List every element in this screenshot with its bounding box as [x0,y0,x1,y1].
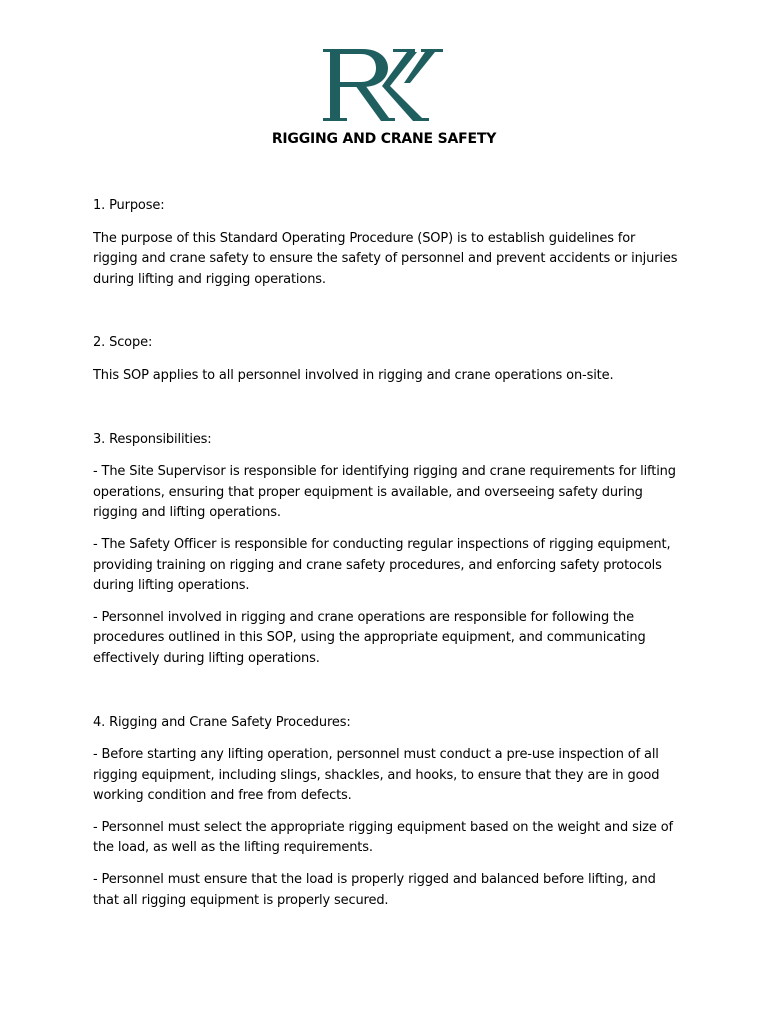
section-heading-scope: 2. Scope: [93,335,153,351]
section-heading-purpose: 1. Purpose: [93,198,165,213]
section-heading-procedures: 4. Rigging and Crane Safety Procedures: [93,714,351,730]
document-title: RIGGING AND CRANE SAFETY [271,131,497,147]
procedure-select-equipment: - Personnel must select the appropriate rigging equipment based on the weight and size of the load, as well as the lifting requirements. [93,819,673,856]
responsibility-site-supervisor: - The Site Supervisor is responsible for identifying rigging and crane requirements for lifting operations, ensuring that proper equipment is available, and overseeing safety during rigging and lifting operations. [93,464,676,521]
purpose-paragraph: The purpose of this Standard Operating Procedure (SOP) is to establish guidelines for rigging and crane safety to ensure the safety of personnel and prevent accidents or injuries during lifting and rigging operations. [93,230,678,287]
document-body [93,196,683,911]
responsibility-personnel: - Personnel involved in rigging and crane operations are responsible for following the procedures outlined in this SOP, using the appropriate equipment, and communicating effectively during lifting operations. [93,609,646,666]
scope-paragraph: This SOP applies to all personnel involved in rigging and crane operations on-site. [93,367,614,383]
procedure-rig-and-balance: - Personnel must ensure that the load is properly rigged and balanced before lifting, and that all rigging equipment is properly secured. [93,872,656,908]
responsibility-safety-officer: - The Safety Officer is responsible for conducting regular inspections of rigging equipment, providing training on rigging and crane safety procedures, and enforcing safety protocols during lifting operations. [93,536,671,594]
procedure-pre-use-inspection: - Before starting any lifting operation, personnel must conduct a pre-use inspection of all rigging equipment, including slings, shackles, and hooks, to ensure that they are in good working condition and free from defects. [93,747,660,804]
rk-logo-icon [321,46,445,124]
section-heading-responsibilities: 3. Responsibilities: [93,431,212,447]
